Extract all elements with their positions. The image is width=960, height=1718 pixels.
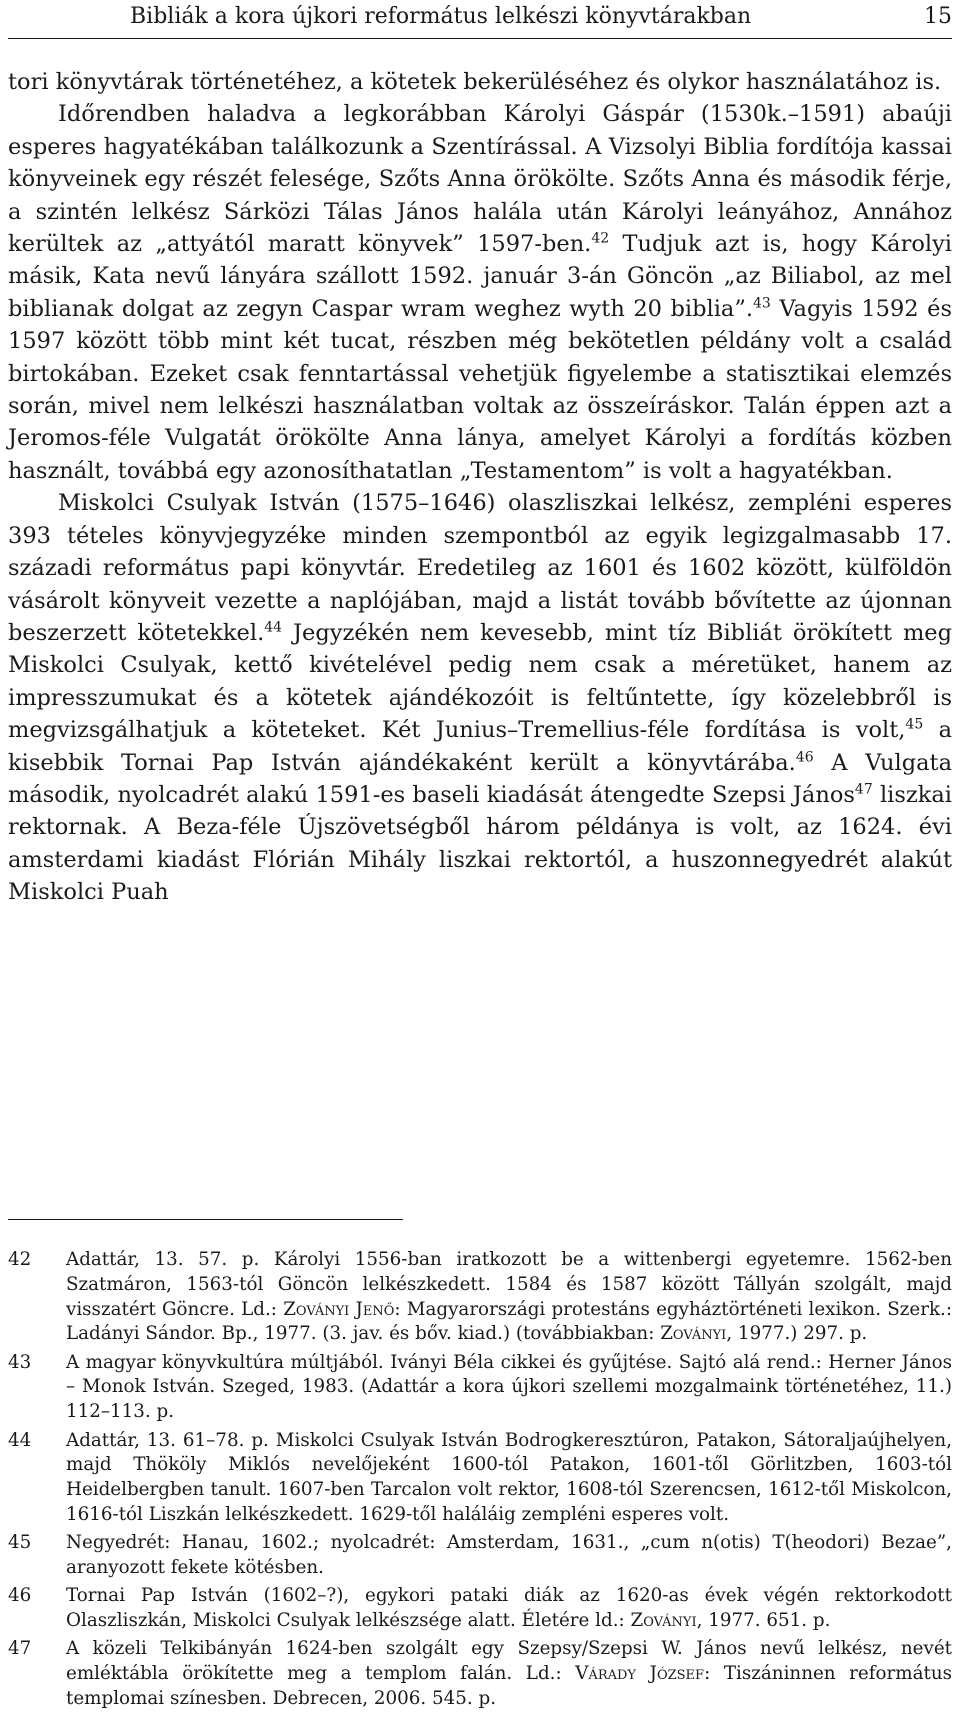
- footnote-ref-42[interactable]: 42: [591, 230, 610, 247]
- paragraph-1: tori könyvtárak történetéhez, a kötetek bekerüléséhez és olykor használatához is.: [8, 69, 942, 95]
- footnote-ref-46[interactable]: 46: [795, 749, 814, 766]
- footnote-43: [8, 1351, 952, 1425]
- running-title: Bibliák a kora újkori református lelkészi könyvtárakban: [130, 4, 752, 29]
- footnote-number: 43: [8, 1351, 32, 1373]
- footnote-number: 42: [8, 1249, 32, 1270]
- footnote-text: Tornai Pap István (1602–?), egykori pataki diák az 1620-as évek végén rektorkodott Olaszliszkán, Miskolci Csulyak lelkészsége alatt. Életére ld.: Zoványi, 1977. 651. p.: [66, 1585, 952, 1632]
- footnote-number: 45: [8, 1532, 32, 1554]
- paragraph-2: Időrendben haladva a legkorábban Károlyi Gáspár (1530k.–1591) abaúji esperes hagyatékában találkozunk a Szentírással. A Vizsolyi Biblia fordítója kassai könyveinek egy részét felesége, Szőts Anna örökölte. Szőts Anna és második férje, a szintén lelkész Sárközi Tálas János halála után Károlyi leányához, Annához kerültek az „attyától maratt könyvek” 1597-ben.$^{42}$ Tudjuk azt is, hogy Károlyi másik, Kata nevű lányára szállott 1592. január 3-án Göncön „az Biliabol, az mel biblianak dolgat az zegyn Caspar wram weghez wyth 20 biblia”.$^{43}$ Vagyis 1592 és 1597 között több mint két tucat, részben még bekötetlen példány volt a család birtokában. Ezeket csak fenntartással vehetjük figyelembe a statisztikai elemzés során, mivel nem lelkészi használatban voltak az összeíráskor. Talán éppen azt a Jeromos-féle Vulgatát örökölte Anna lánya, amelyet Károlyi a fordítás közben használt, továbbá egy azonosíthatatlan „Testamentom” is volt a hagyatékban.: [8, 101, 953, 484]
- footnote-45: [8, 1531, 952, 1581]
- paragraph-3: Miskolci Csulyak István (1575–1646) olaszliszkai lelkész, zempléni esperes 393 tételes könyvjegyzéke minden szempontból az egyik legizgalmasabb 17. századi református papi könyvtár. Eredetileg az 1601 és 1602 között, külföldön vásárolt könyveit vezette a naplójában, majd a listát tovább bővítette az újonnan beszerzett kötetekkel.$^{44}$ Jegyzékén nem kevesebb, mint tíz Bibliát örökített meg Miskolci Csulyak, kettő kivételével pedig nem csak a méretüket, hanem az impresszumukat és a kötetek ajándékozóit is feltűntette, így közelebbről is megvizsgálhatjuk a köteteket. Két Junius–Tremellius-féle fordítása is volt,$^{45}$ a kisebbik Tornai Pap István ajándékaként került a könyvtárába.$^{46}$ A Vulgata második, nyolcadrét alakú 1591-es baseli kiadását átengedte Szepsi János$^{47}$ liszkai rektornak. A Beza-féle Újszövetségből három példánya is volt, az 1624. évi amsterdami kiadást Flórián Mihály liszkai rektortól, a huszonnegyedrét alakút Miskolci Puah: [8, 490, 953, 906]
- footnote-number: 44: [8, 1429, 32, 1451]
- footnote-text: A magyar könyvkultúra múltjából. Iványi Béla cikkei és gyűjtése. Sajtó alá rend.: Herner János – Monok István. Szeged, 1983. (Adattár a kora újkori szellemi mozgalmaink történetéhez, 11.) 112–113. p.: [66, 1351, 952, 1423]
- footnotes: [8, 1248, 952, 1715]
- footnote-ref-44[interactable]: 44: [264, 619, 283, 636]
- footnote-number: 47: [8, 1638, 32, 1660]
- footnote-text: Adattár, 13. 57. p. Károlyi 1556-ban iratkozott be a wittenbergi egyetemre. 1562-ben Szatmáron, 1563-tól Göncön lelkészkedett. 1584 és 1587 között Tállyán szolgált, majd visszatért Göncre. Ld.: Zoványi Jenő: Magyarországi protestáns egyháztörténeti lexikon. Szerk.: Ladányi Sándor. Bp., 1977. (3. jav. és bőv. kiad.) (továbbiakban: Zoványi, 1977.) 297. p.: [66, 1249, 952, 1345]
- footnote-separator: [8, 1219, 403, 1220]
- main-text: [8, 66, 952, 909]
- footnote-text: Negyedrét: Hanau, 1602.; nyolcadrét: Amsterdam, 1631., „cum n(otis) T(heodori) Bezae”, aranyozott fekete kötésben.: [66, 1532, 952, 1579]
- footnote-ref-47[interactable]: 47: [854, 781, 873, 798]
- footnote-ref-45[interactable]: 45: [905, 716, 924, 733]
- footnote-number: 46: [8, 1585, 32, 1607]
- footnote-42: [8, 1248, 952, 1347]
- footnote-text: Adattár, 13. 61–78. p. Miskolci Csulyak István Bodrogkeresztúron, Patakon, Sátoraljaújhelyen, majd Thököly Miklós nevelőjeként 1600-tól Patakon, 1601-től Görlitzben, 1603-tól Heidelbergben tanult. 1607-ben Tarcalon volt rektor, 1608-tól Szerencsen, 1612-től Miskolcon, 1616-tól Liszkán lelkészkedett. 1629-től haláláig zempléni esperes volt.: [66, 1429, 952, 1525]
- page-number: 15: [924, 4, 952, 29]
- footnote-46: [8, 1584, 952, 1634]
- footnote-44: [8, 1429, 952, 1528]
- footnote-text: A közeli Telkibányán 1624-ben szolgált egy Szepsy/Szepsi W. János nevű lelkész, nevét emléktábla örökítette meg a templom falán. Ld.: Várady József: Tiszáninnen református templomai színesben. Debrecen, 2006. 545. p.: [66, 1638, 952, 1710]
- running-header: [8, 0, 952, 39]
- footnote-ref-43[interactable]: 43: [752, 295, 771, 312]
- footnote-47: [8, 1637, 952, 1711]
